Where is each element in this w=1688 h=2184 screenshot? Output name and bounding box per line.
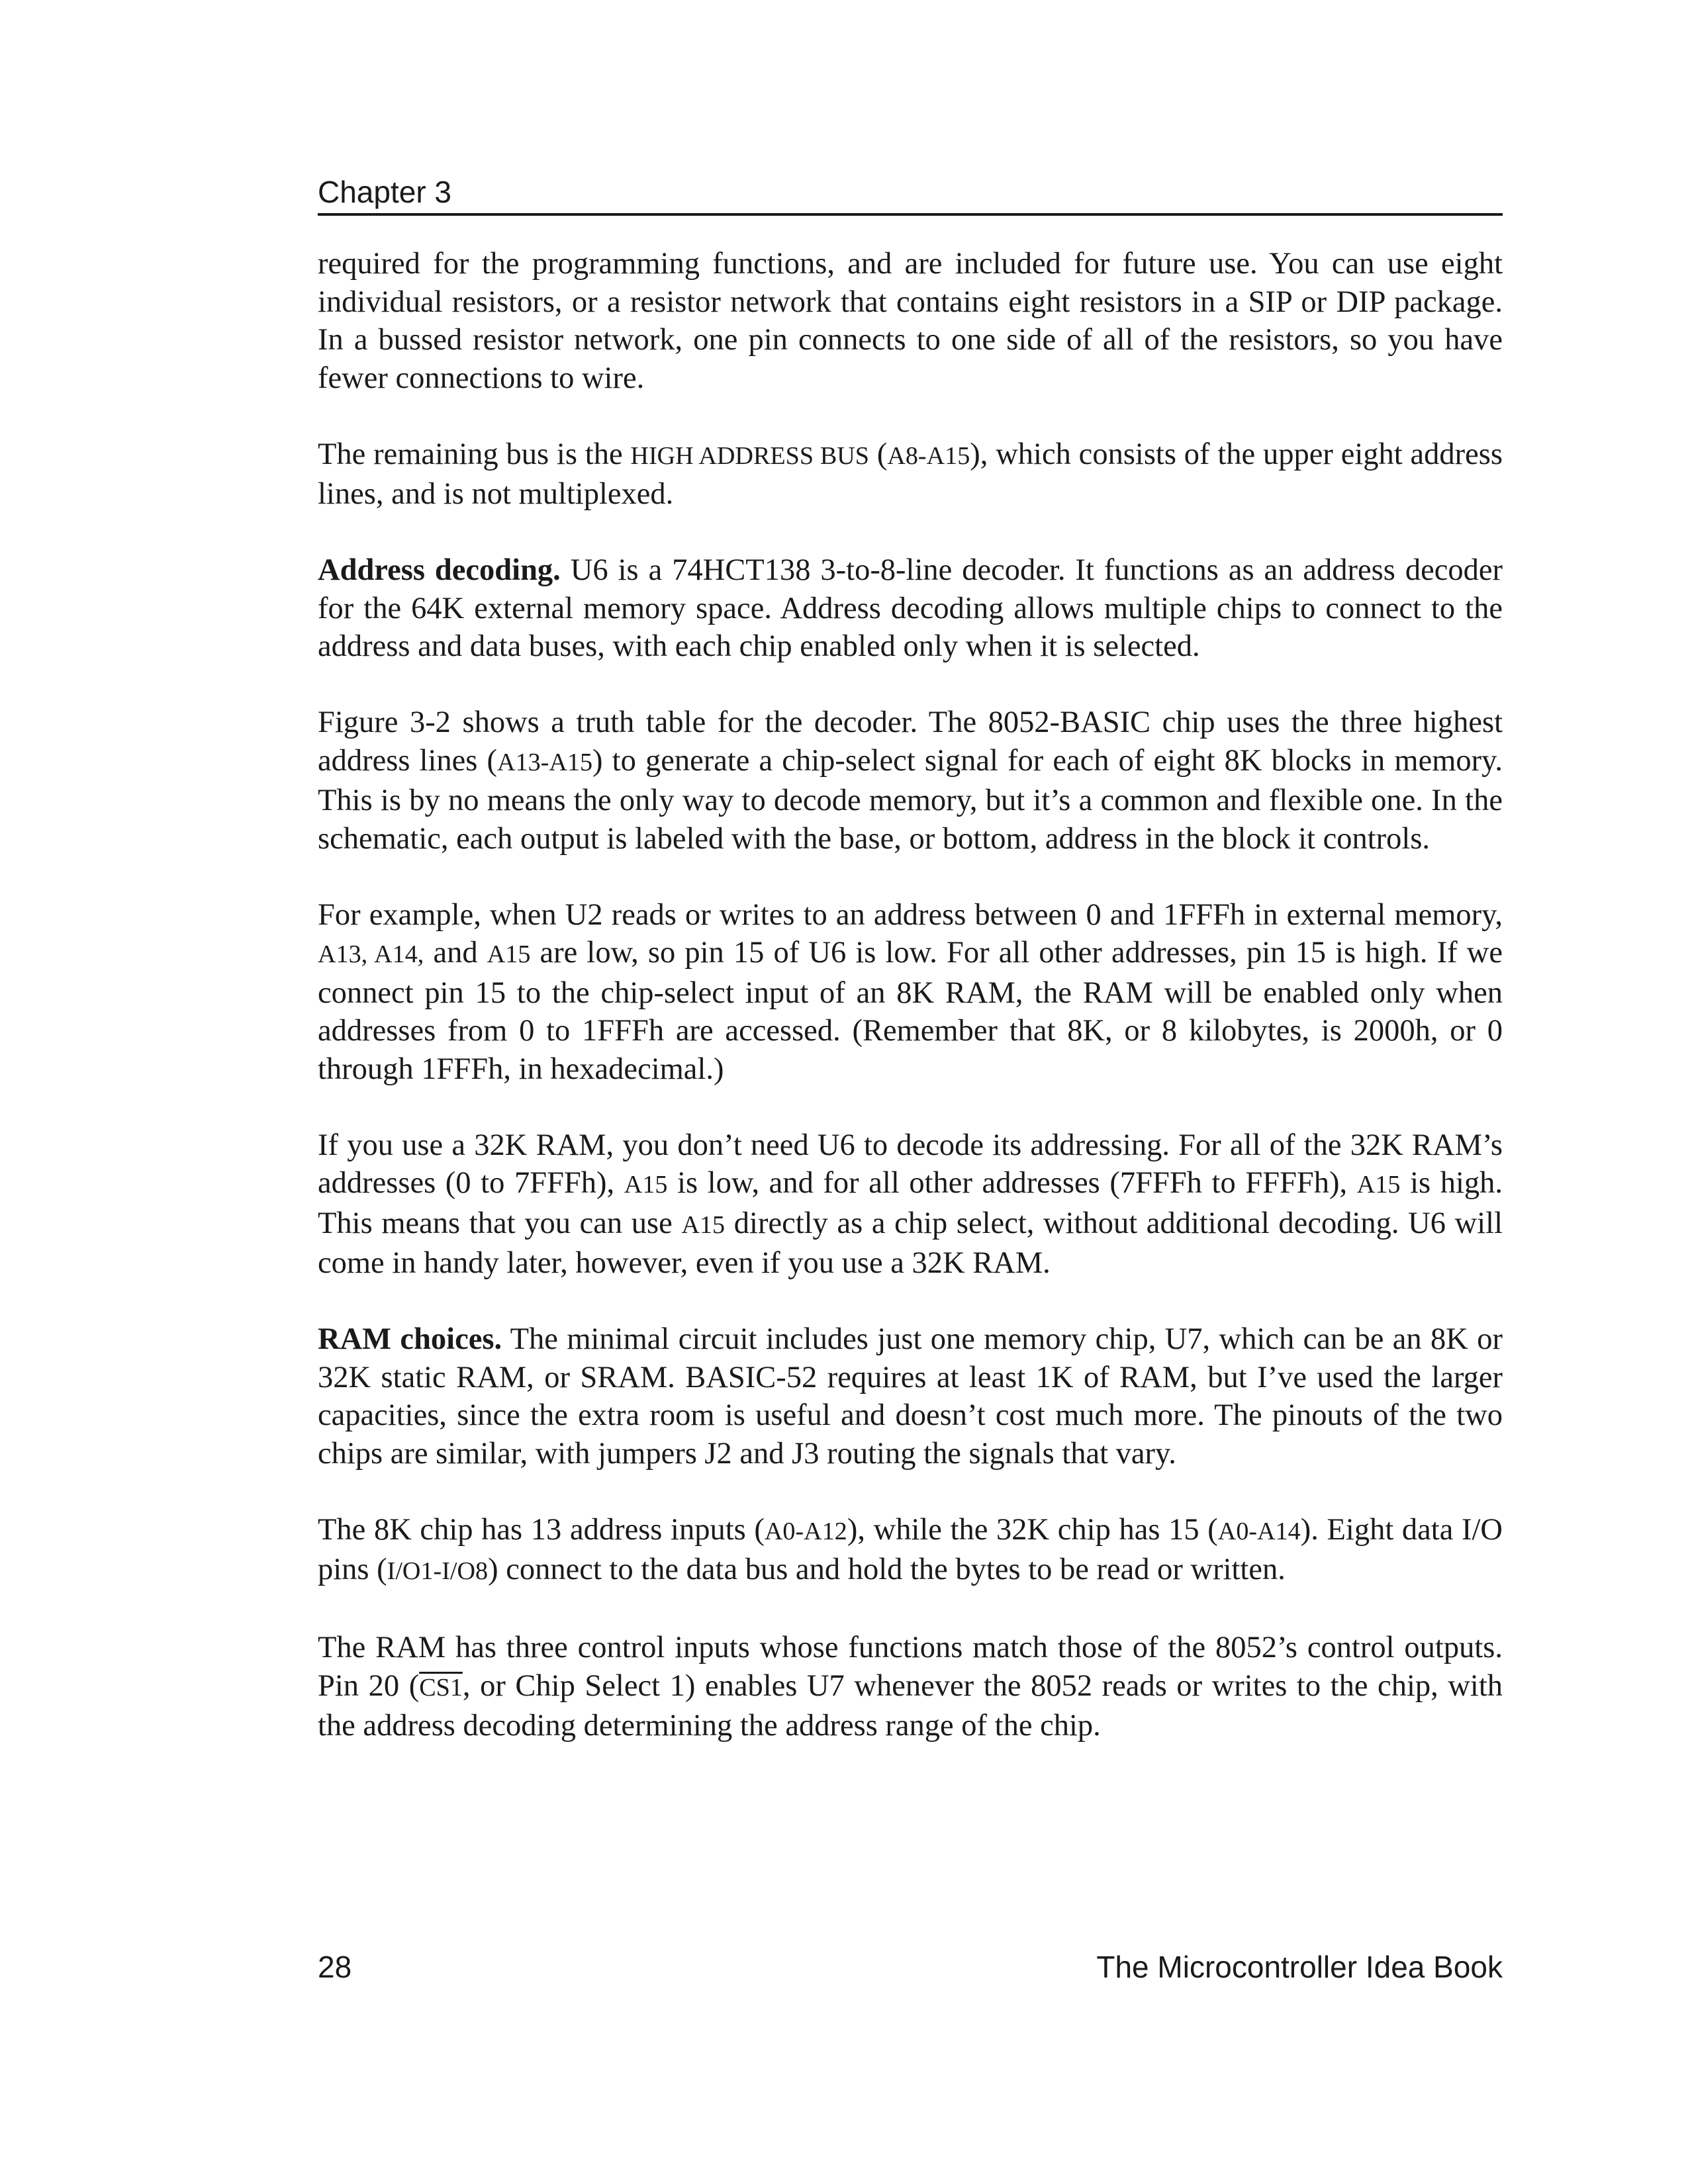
running-footer xyxy=(318,1948,1503,1985)
paragraph-truth-table: Figure 3-2 shows a truth table for the decoder. The 8052-BASIC chip uses the three highest address lines (A13-A15) to generate a chip-select signal for each of eight 8K blocks in memory. This is by no means the only way to decode memory, but it’s a common and flexible one. In the schematic, each output is labeled with the base, or bottom, address in the block it controls. xyxy=(318,705,1503,856)
paragraph-address-decoding: Address decoding. U6 is a 74HCT138 3-to-8-line decoder. It functions as an address decoder for the 64K external memory space. Address decoding allows multiple chips to connect to the address and data buses, with each chip enabled only when it is selected. xyxy=(318,553,1503,663)
cs1-signal: CS1 xyxy=(419,1673,463,1702)
running-header xyxy=(318,173,1503,216)
paragraph-control-inputs: The RAM has three control inputs whose functions match those of the 8052’s control outputs. Pin 20 (CS1, or Chip Select 1) enables U7 whenever the 8052 reads or writes to the chip, with the address decoding determining the address range of the chip. xyxy=(318,1631,1503,1743)
chapter-label: Chapter 3 xyxy=(318,175,452,209)
paragraph-address-inputs: The 8K chip has 13 address inputs (A0-A12), while the 32K chip has 15 (A0-A14). Eight data I/O pins (I/O1-I/O8) connect to the data bus and hold the bytes to be read or written. xyxy=(318,1512,1503,1586)
page-body xyxy=(318,245,1503,1783)
run-in-heading: Address decoding. xyxy=(318,553,561,587)
run-in-heading: RAM choices. xyxy=(318,1322,502,1356)
book-title: The Microcontroller Idea Book xyxy=(1096,1950,1503,1984)
paragraph-example: For example, when U2 reads or writes to an address between 0 and 1FFFh in external memory, A13, A14, and A15 are low, so pin 15 of U6 is low. For all other addresses, pin 15 is high. If we connect pin 15 to the chip-select input of an 8K RAM, the RAM will be enabled only when addresses from 0 to 1FFFh are accessed. (Remember that 8K, or 8 kilobytes, is 2000h, or 0 through 1FFFh, in hexadecimal.) xyxy=(318,897,1503,1086)
paragraph-32k-ram: If you use a 32K RAM, you don’t need U6 to decode its addressing. For all of the 32K RAM’s addresses (0 to 7FFFh), A15 is low, and for all other addresses (7FFFh to FFFFh), A15 is high. This means that you can use A15 directly as a chip select, without additional decoding. U6 will come in handy later, however, even if you use a 32K RAM. xyxy=(318,1128,1503,1280)
paragraph-resistors: required for the programming functions, and are included for future use. You can use eight individual resistors, or a resistor network that contains eight resistors in a SIP or DIP package. In a bussed resistor network, one pin connects to one side of all of the resistors, so you have fewer connections to wire. xyxy=(318,247,1503,395)
page-number: 28 xyxy=(318,1950,352,1984)
paragraph-ram-choices: RAM choices. The minimal circuit includes just one memory chip, U7, which can be an 8K or 32K static RAM, or SRAM. BASIC-52 requires at least 1K of RAM, but I’ve used the larger capacities, since the extra room is useful and doesn’t cost much more. The pinouts of the two chips are similar, with jumpers J2 and J3 routing the signals that vary. xyxy=(318,1322,1503,1471)
paragraph-high-address-bus: The remaining bus is the HIGH ADDRESS BUS (A8-A15), which consists of the upper eight address lines, and is not multiplexed. xyxy=(318,437,1503,511)
